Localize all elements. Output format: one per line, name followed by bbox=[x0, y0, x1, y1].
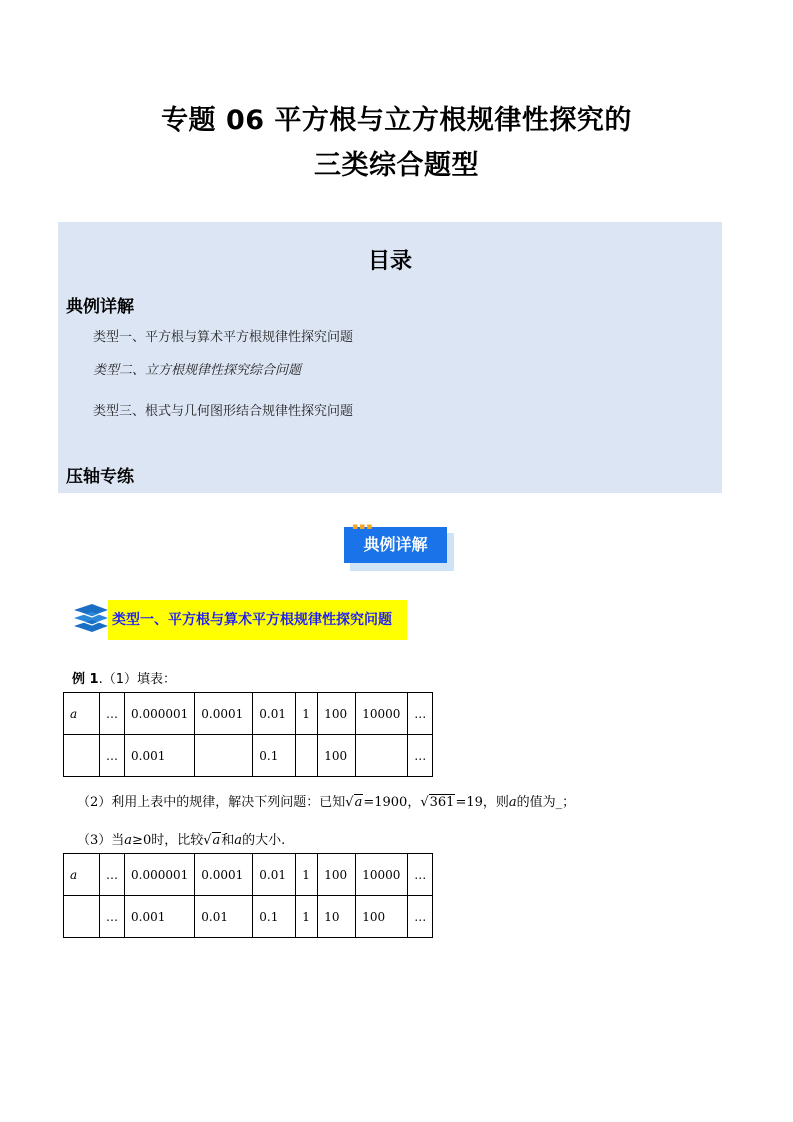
type-label: 类型一、平方根与算术平方根规律性探究问题 bbox=[108, 600, 407, 640]
table-cell-answer[interactable] bbox=[356, 735, 408, 777]
table-cell: 100 bbox=[318, 735, 356, 777]
sqrt-sign: √a bbox=[203, 833, 221, 848]
table-cell: 0.000001 bbox=[125, 693, 195, 735]
table-cell: … bbox=[408, 693, 433, 735]
table-cell: 10000 bbox=[356, 693, 408, 735]
table-cell: … bbox=[100, 896, 125, 938]
section-badge bbox=[344, 522, 454, 573]
table-cell: 1 bbox=[296, 854, 318, 896]
table-cell: 0.1 bbox=[253, 896, 296, 938]
table-row bbox=[64, 693, 433, 735]
table-cell: 100 bbox=[318, 693, 356, 735]
q3-cond: ≥0时，比较 bbox=[132, 833, 204, 848]
q2-radicand-361: 361 bbox=[429, 795, 455, 810]
q3-var: a bbox=[124, 833, 133, 848]
q2-var: a bbox=[508, 795, 517, 810]
answer-table bbox=[63, 853, 433, 938]
table-cell: 100 bbox=[318, 854, 356, 896]
table-cell-answer[interactable] bbox=[296, 735, 318, 777]
table-cell: 100 bbox=[356, 896, 408, 938]
table-cell: 0.01 bbox=[253, 854, 296, 896]
table-cell: 0.001 bbox=[125, 896, 195, 938]
q2-eq1: =1900， bbox=[363, 795, 421, 810]
toc-item-type2[interactable]: 类型二、立方根规律性探究综合问题 bbox=[93, 363, 302, 378]
table-cell: … bbox=[408, 854, 433, 896]
toc-item-type3[interactable]: 类型三、根式与几何图形结合规律性探究问题 bbox=[93, 404, 354, 419]
q3-var2: a bbox=[234, 833, 243, 848]
table-row bbox=[64, 735, 433, 777]
table-cell: 0.1 bbox=[253, 735, 296, 777]
page-title-line2: 三类综合题型 bbox=[314, 150, 479, 181]
table-cell: 0.01 bbox=[253, 693, 296, 735]
table-cell: … bbox=[408, 896, 433, 938]
table-cell: … bbox=[408, 735, 433, 777]
table-cell-blank bbox=[64, 896, 100, 938]
question-2 bbox=[77, 791, 575, 810]
q2-suffix: 的值为_； bbox=[516, 795, 576, 810]
badge-label: 典例详解 bbox=[344, 527, 447, 563]
table-cell-answer[interactable] bbox=[195, 735, 253, 777]
table-cell: 10000 bbox=[356, 854, 408, 896]
toc-section-examples[interactable]: 典例详解 bbox=[66, 297, 134, 317]
sqrt-sign: √361 bbox=[420, 795, 455, 810]
table-cell: 0.001 bbox=[125, 735, 195, 777]
table-cell: 0.000001 bbox=[125, 854, 195, 896]
question-3 bbox=[77, 829, 285, 848]
table-cell: 1 bbox=[296, 896, 318, 938]
table-row bbox=[64, 854, 433, 896]
table-cell-blank bbox=[64, 735, 100, 777]
toc-item-type1[interactable]: 类型一、平方根与算术平方根规律性探究问题 bbox=[93, 330, 354, 345]
table-cell: 0.01 bbox=[195, 896, 253, 938]
table-cell: 1 bbox=[296, 693, 318, 735]
table-cell: a bbox=[64, 854, 100, 896]
table-cell: … bbox=[100, 735, 125, 777]
badge-dots-decoration: ▪▪▪ bbox=[352, 522, 374, 532]
toc-heading: 目录 bbox=[367, 249, 412, 274]
q3-radicand: a bbox=[212, 833, 221, 848]
page-title-line1: 专题 06 平方根与立方根规律性探究的 bbox=[161, 105, 632, 136]
table-cell: … bbox=[100, 693, 125, 735]
table-cell: … bbox=[100, 854, 125, 896]
example-number: 例 1 bbox=[72, 672, 99, 687]
q2-prefix: （2）利用上表中的规律，解决下列问题：已知 bbox=[77, 795, 346, 810]
q2-radicand-a: a bbox=[354, 795, 363, 810]
example-label bbox=[72, 668, 176, 687]
table-cell: 0.0001 bbox=[195, 854, 253, 896]
example-text: .（1）填表： bbox=[98, 672, 176, 687]
books-icon bbox=[72, 602, 110, 638]
table-cell: a bbox=[64, 693, 100, 735]
table-of-contents bbox=[58, 222, 722, 493]
q3-prefix: （3）当 bbox=[77, 833, 125, 848]
toc-section-practice[interactable]: 压轴专练 bbox=[66, 467, 134, 487]
q3-suffix: 的大小. bbox=[242, 833, 286, 848]
fill-table-1 bbox=[63, 692, 433, 777]
q3-mid: 和 bbox=[221, 833, 235, 848]
table-row bbox=[64, 896, 433, 938]
type-heading bbox=[72, 598, 412, 642]
table-cell: 0.0001 bbox=[195, 693, 253, 735]
table-cell: 10 bbox=[318, 896, 356, 938]
q2-eq2: =19，则 bbox=[455, 795, 509, 810]
sqrt-sign: √a bbox=[345, 795, 363, 810]
